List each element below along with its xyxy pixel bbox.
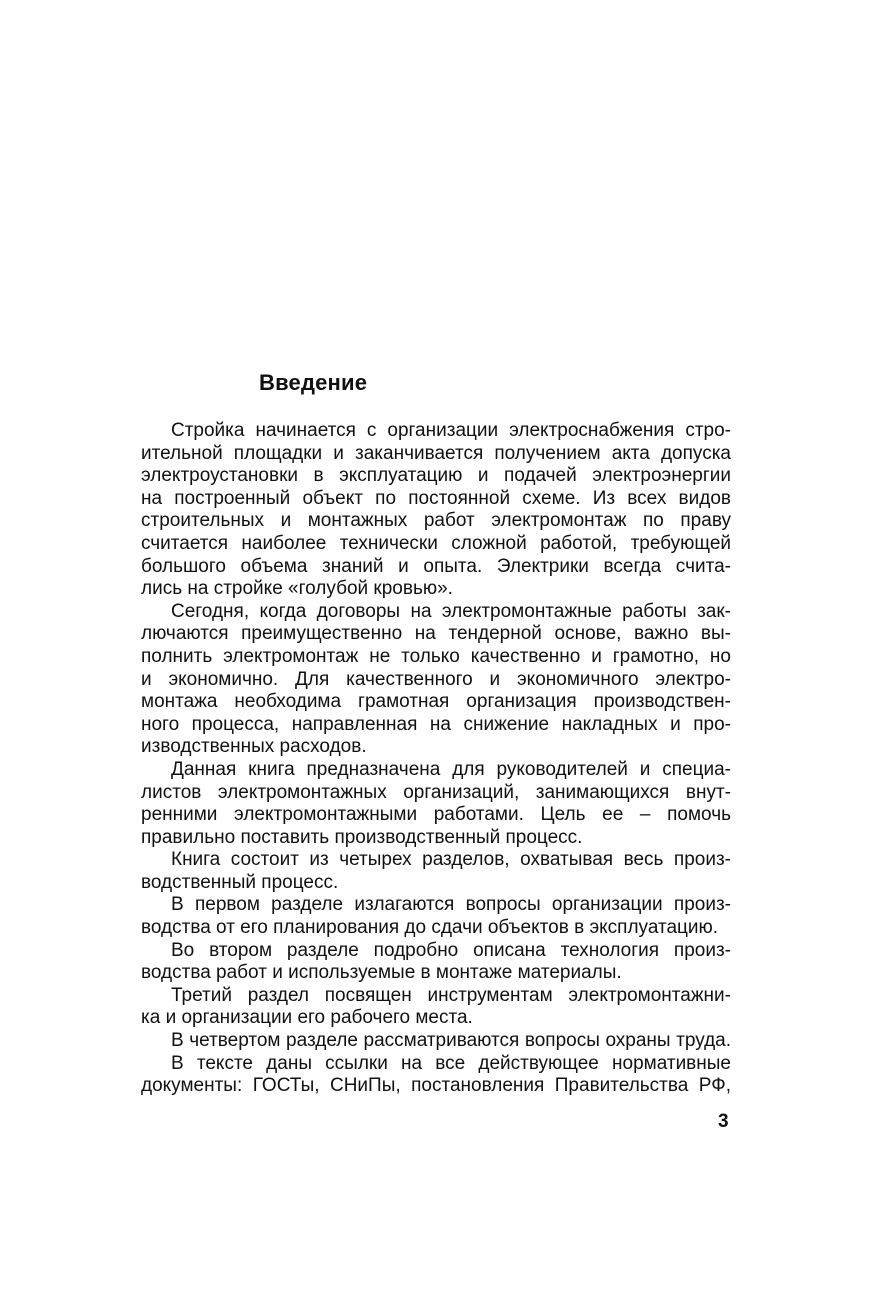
text-line: и экономично. Для качественного и экономичного электро- — [141, 668, 731, 690]
text-line: строительных и монтажных работ электромонтаж по праву — [141, 510, 731, 532]
body-text — [141, 420, 731, 1098]
text-line: ного процесса, направленная на снижение накладных и про- — [141, 713, 731, 735]
text-line: В первом разделе излагаются вопросы организации произ- — [171, 894, 731, 916]
text-line: листов электромонтажных организаций, занимающихся внут- — [141, 781, 731, 803]
text-line: водственный процесс. — [141, 871, 339, 893]
text-line: лючаются преимущественно на тендерной основе, важно вы- — [141, 623, 731, 645]
text-line: ренними электромонтажными работами. Цель ее – помочь — [141, 804, 731, 826]
page-title: Введение — [259, 370, 368, 395]
text-line: В четвертом разделе рассматриваются вопросы охраны труда. — [171, 1030, 731, 1052]
page-number: 3 — [718, 1111, 729, 1132]
text-line: правильно поставить производственный процесс. — [141, 826, 583, 848]
text-line: лись на стройке «голубой кровью». — [141, 578, 453, 600]
text-line: ка и организации его рабочего места. — [141, 1007, 473, 1029]
text-line: Стройка начинается с организации электроснабжения стро- — [171, 420, 731, 441]
text-line: считается наиболее технически сложной работой, требующей — [141, 532, 731, 554]
text-line: В тексте даны ссылки на все действующее нормативные — [171, 1052, 731, 1074]
text-line: Во втором разделе подробно описана технология произ- — [171, 939, 731, 961]
text-line: документы: ГОСТы, СНиПы, постановления Правительства РФ, — [141, 1075, 731, 1097]
text-line: монтажа необходима грамотная организация производствен- — [141, 691, 731, 713]
text-line: электроустановки в эксплуатацию и подачей электроэнергии — [141, 465, 731, 487]
text-line: на построенный объект по постоянной схеме. Из всех видов — [141, 487, 731, 509]
text-line: Третий раздел посвящен инструментам электромонтажни- — [171, 984, 731, 1006]
text-line: большого объема знаний и опыта. Электрики всегда счита- — [141, 555, 731, 577]
text-line: водства работ и используемые в монтаже материалы. — [141, 962, 622, 984]
text-line: ительной площадки и заканчивается получением акта допуска — [141, 442, 731, 464]
text-line: водства от его планирования до сдачи объектов в эксплуатацию. — [141, 917, 719, 939]
text-line: полнить электромонтаж не только качественно и грамотно, но — [141, 645, 731, 667]
text-line: Книга состоит из четырех разделов, охватывая весь произ- — [171, 849, 731, 871]
text-line: изводственных расходов. — [141, 736, 367, 758]
text-line: Данная книга предназначена для руководителей и специа- — [171, 758, 731, 780]
text-line: Сегодня, когда договоры на электромонтажные работы зак- — [171, 600, 731, 622]
